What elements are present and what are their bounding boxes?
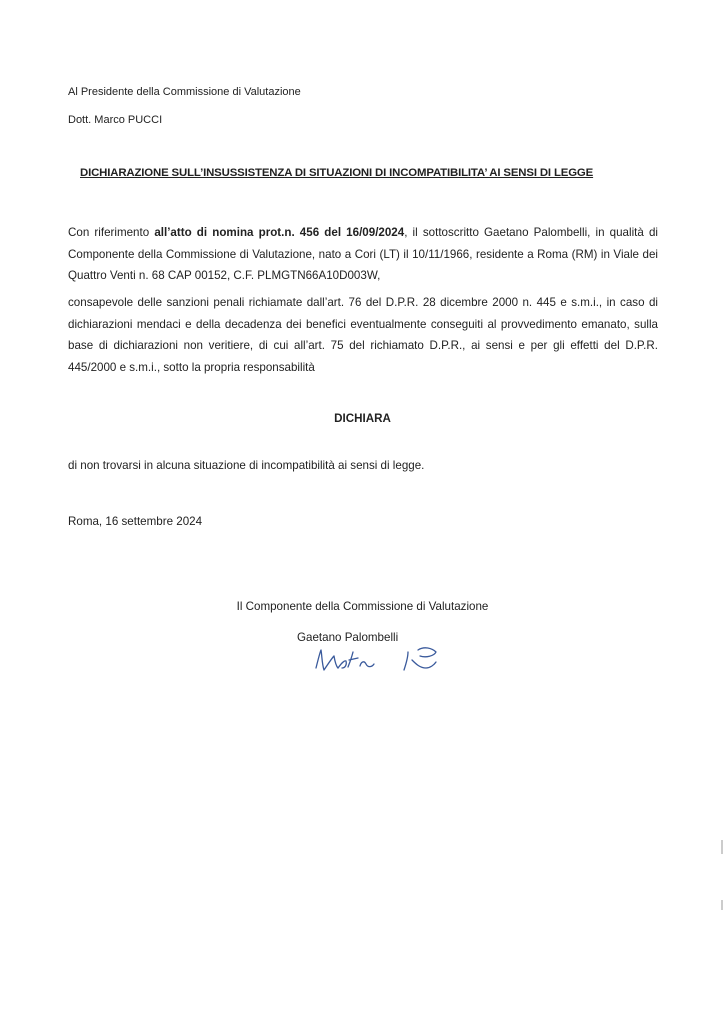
appointment-reference: all’atto di nomina prot.n. 456 del 16/09/2024 (154, 226, 405, 239)
paragraph-reference (68, 222, 658, 287)
recipient-line-1: Al Presidente della Commissione di Valutazione (68, 86, 301, 98)
declaration-heading: DICHIARA (334, 412, 391, 425)
place-date: Roma, 16 settembre 2024 (68, 515, 203, 528)
scan-edge-mark (721, 900, 723, 910)
recipient-line-2: Dott. Marco PUCCI (68, 114, 163, 126)
signatory-role: Il Componente della Commissione di Valutazione (236, 600, 489, 613)
handwritten-signature (308, 634, 448, 682)
signatory-name: Gaetano Palombelli (297, 631, 399, 644)
document-title: DICHIARAZIONE SULL’INSUSSISTENZA DI SITUAZIONI DI INCOMPATIBILITA’ AI SENSI DI LEGGE (80, 167, 594, 179)
declaration-statement: di non trovarsi in alcuna situazione di incompatibilità ai sensi di legge. (68, 459, 425, 472)
paragraph-awareness: consapevole delle sanzioni penali richiamate dall’art. 76 del D.P.R. 28 dicembre 2000 n. 445 e s.m.i., in caso di dichiarazioni mendaci e della decadenza dei benefici eventualmente conseguiti al provvedimento emanato, sulla base di dichiarazioni non veritiere, di cui all’art. 75 del richiamato D.P.R., ai sensi e per gli effetti del D.P.R. 445/2000 e s.m.i., sotto la propria responsabilità (68, 296, 658, 374)
scan-edge-mark (721, 840, 723, 854)
paragraph-reference-intro: Con riferimento (68, 226, 155, 239)
paragraph-reference-rest: , il sottoscritto Gaetano Palombelli, in qualità di Componente della Commissione di Valutazione, nato a Cori (LT) il 10/11/1966, residente a Roma (RM) in Viale dei Quattro Venti n. 68 CAP 00152, C.F. PLMGTN66A10D003W, (68, 226, 658, 282)
